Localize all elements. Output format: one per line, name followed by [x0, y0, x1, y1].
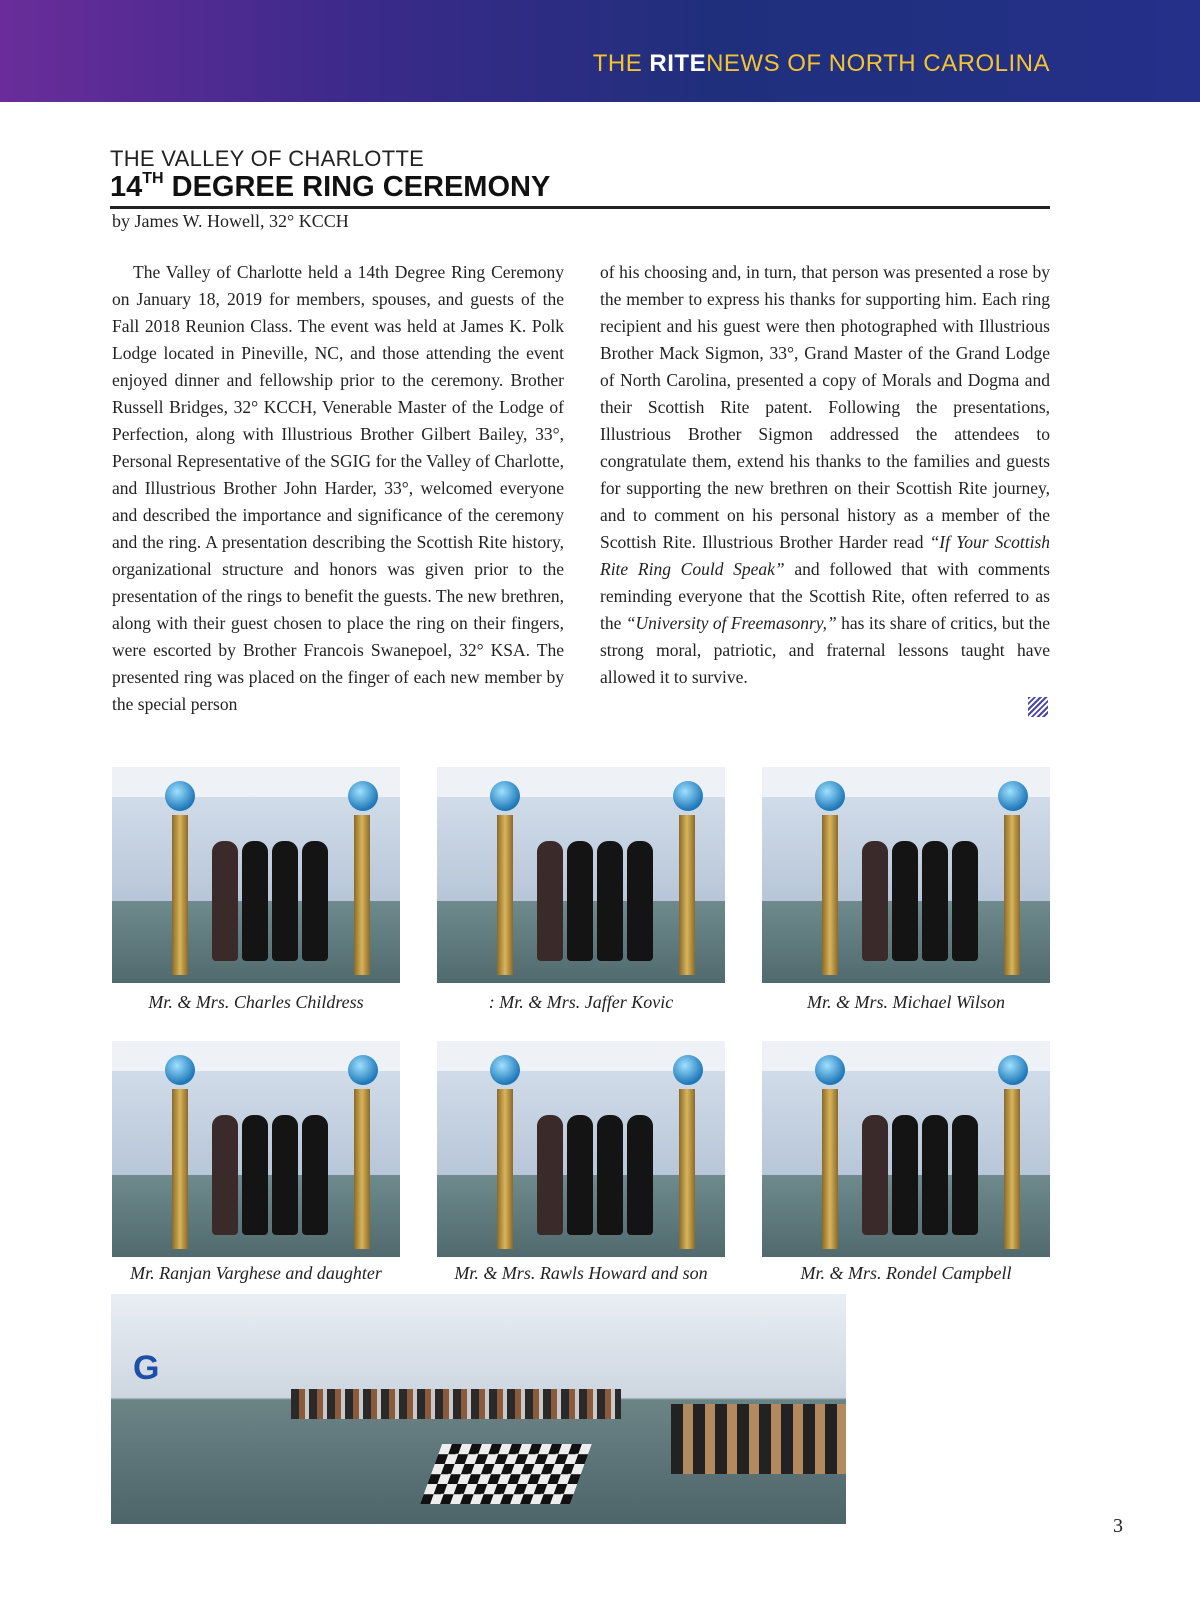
article-column-1: [112, 259, 564, 718]
masthead-suffix: NEWS OF NORTH CAROLINA: [706, 50, 1050, 77]
headline-text: DEGREE RING CEREMONY: [163, 171, 551, 203]
photo-caption: Mr. & Mrs. Rawls Howard and son: [454, 1263, 708, 1283]
attendees-back-row: [291, 1389, 621, 1419]
masthead-banner: [0, 0, 1200, 102]
page-number: 3: [1113, 1515, 1123, 1537]
headline-number: 14: [110, 171, 143, 203]
photo-caption: Mr. & Mrs. Rondel Campbell: [800, 1263, 1012, 1283]
photo-caption: : Mr. & Mrs. Jaffer Kovic: [488, 992, 674, 1012]
publication-title: [593, 50, 1050, 78]
ceremony-photo: [762, 767, 1050, 983]
ceremony-photo: [112, 1041, 400, 1257]
article-column-2: [600, 259, 1050, 691]
lodge-panorama-photo: [111, 1294, 846, 1524]
masthead-prefix: THE: [592, 50, 650, 77]
article-headline: [110, 170, 550, 204]
freemasonry-quote: “University of Freemasonry,”: [625, 613, 837, 633]
ceremony-photo: [437, 767, 725, 983]
photo-caption: Mr. Ranjan Varghese and daughter: [130, 1263, 382, 1283]
photo-caption: Mr. & Mrs. Charles Childress: [148, 992, 364, 1012]
ceremony-photo: [762, 1041, 1050, 1257]
article-byline: by James W. Howell, 32° KCCH: [112, 211, 349, 231]
ceremony-photo: [112, 767, 400, 983]
headline-rule: [110, 206, 1050, 209]
column-1-text: The Valley of Charlotte held a 14th Degree Ring Ceremony on January 18, 2019 for members, spouses, and guests of the Fall 2018 Reunion Class. The event was held at James K. Polk Lodge located in Pineville, NC, and those attending the event enjoyed dinner and fellowship prior to the ceremony. Brother Russell Bridges, 32° KCCH, Venerable Master of the Lodge of Perfection, along with Illustrious Brother Gilbert Bailey, 33°, Personal Representative of the SGIG for the Valley of Charlotte, and Illustrious Brother John Harder, 33°, welcomed everyone and described the importance and significance of the ceremony and the ring. A presentation describing the Scottish Rite history, organizational structure and honors was given prior to the presentation of the rings to benefit the guests. The new brethren, along with their guest chosen to place the ring on their fingers, were escorted by Brother Francois Swanepoel, 32° KSA. The presented ring was placed on the finger of each new member by the special person: [112, 262, 564, 714]
article-kicker: THE VALLEY OF CHARLOTTE: [110, 146, 425, 171]
ceremony-photo: [437, 1041, 725, 1257]
headline-superscript: TH: [142, 170, 164, 187]
ring-poem-title: “If Your Scottish Rite Ring Could Speak”: [600, 532, 1050, 579]
attendees-right-row: [671, 1404, 846, 1474]
masthead-rite: RITE: [649, 50, 707, 77]
column-2-text-a: of his choosing and, in turn, that person was presented a rose by the member to express his thanks for supporting him. Each ring recipient and his guest were then photographed with Illustrious Brother Mack Sigmon, 33°, Grand Master of the Grand Lodge of North Carolina, presented a copy of Morals and Dogma and their Scottish Rite patent. Following the presentations, Illustrious Brother Sigmon addressed the attendees to congratulate them, extend his thanks to the families and guests for supporting the new brethren on their Scottish Rite journey, and to comment on his personal history as a member of the Scottish Rite. Illustrious Brother Harder read: [600, 262, 1050, 552]
column-2-text: [600, 259, 1050, 691]
column-2-text-b: and followed that with comments reminding everyone that the Scottish Rite, often referred to as the: [600, 559, 1050, 633]
checkered-floor: [420, 1444, 592, 1504]
column-2-text-c: has its share of critics, but the strong moral, patriotic, and fraternal lessons taught have allowed it to survive.: [600, 613, 1050, 687]
article-end-mark-icon: [1028, 697, 1048, 717]
photo-caption: Mr. & Mrs. Michael Wilson: [807, 992, 1005, 1012]
lodge-g-emblem: G: [133, 1349, 160, 1387]
